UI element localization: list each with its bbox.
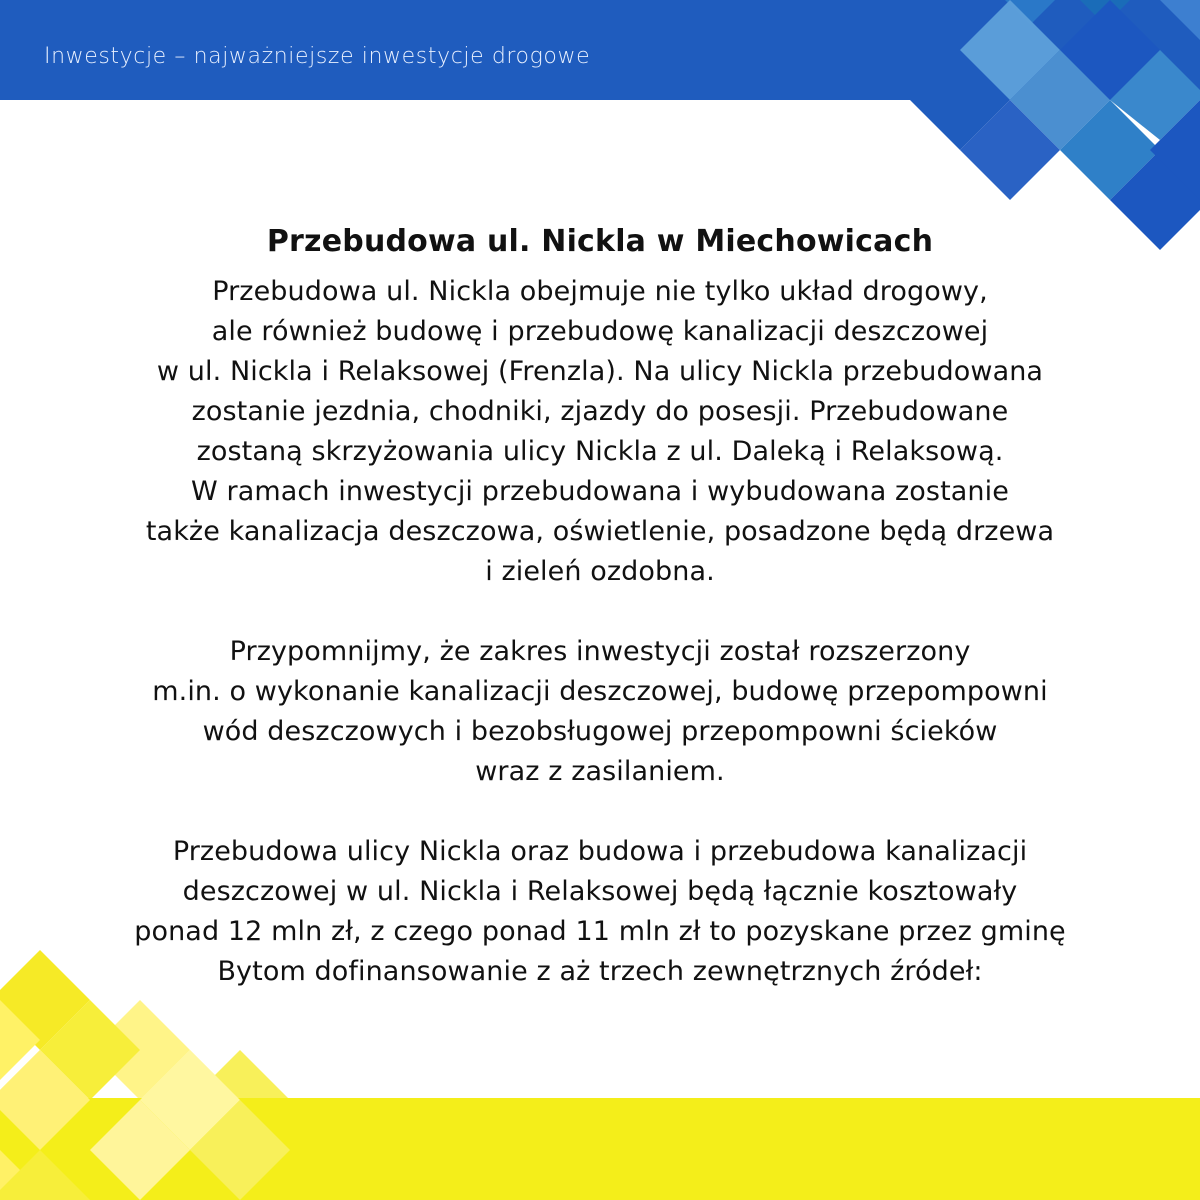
paragraph-1 [40,272,1160,592]
article [40,222,1160,992]
paragraph-2 [40,632,1160,792]
paragraph-line: i zieleń ozdobna. [485,556,715,587]
paragraph-line: Przypomnijmy, że zakres inwestycji został rozszerzony [229,636,971,667]
paragraph-line: ale również budowę i przebudowę kanalizacji deszczowej [211,316,989,347]
paragraph-spacer [40,792,1160,832]
paragraph-line: ponad 12 mln zł, z czego ponad 11 mln zł to pozyskane przez gminę [134,916,1066,947]
paragraph-line: m.in. o wykonanie kanalizacji deszczowej, budowę przepompowni [152,676,1048,707]
paragraph-line: Przebudowa ulicy Nickla oraz budowa i przebudowa kanalizacji [172,836,1028,867]
paragraph-line: deszczowej w ul. Nickla i Relaksowej będą łącznie kosztowały [182,876,1018,907]
paragraph-line: zostaną skrzyżowania ulicy Nickla z ul. Daleką i Relaksową. [196,436,1004,467]
paragraph-line: Bytom dofinansowanie z aż trzech zewnętrznych źródeł: [217,956,983,987]
paragraph-line: wraz z zasilaniem. [475,756,725,787]
header-title: Inwestycje – najważniejsze inwestycje drogowe [44,44,591,69]
article-title: Przebudowa ul. Nickla w Miechowicach [266,224,934,259]
paragraph-line: W ramach inwestycji przebudowana i wybudowana zostanie [191,476,1009,507]
paragraph-line: zostanie jezdnia, chodniki, zjazdy do posesji. Przebudowane [191,396,1009,427]
paragraph-line: Przebudowa ul. Nickla obejmuje nie tylko układ drogowy, [212,276,988,307]
paragraph-3 [40,832,1160,992]
paragraph-spacer [40,592,1160,632]
footer-bar [0,1098,1200,1200]
paragraph-line: w ul. Nickla i Relaksowej (Frenzla). Na ulicy Nickla przebudowana [156,356,1044,387]
paragraph-line: wód deszczowych i bezobsługowej przepompowni ścieków [202,716,998,747]
paragraph-line: także kanalizacja deszczowa, oświetlenie, posadzone będą drzewa [145,516,1055,547]
